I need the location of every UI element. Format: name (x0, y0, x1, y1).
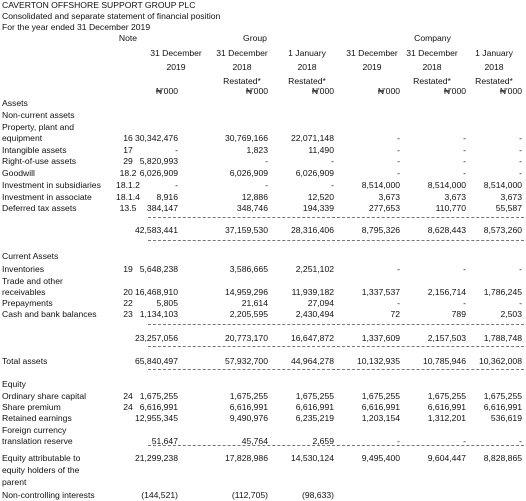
row-label: Right-of-use assets (2, 156, 77, 166)
row-value: 1,203,154 (361, 413, 400, 423)
row-note: 18.1.2 (116, 180, 140, 190)
row-value: 72 (390, 309, 400, 319)
row-value: 37,159,530 (224, 225, 268, 235)
row-label: Current Assets (2, 251, 59, 261)
row-value: 2,503 (500, 309, 522, 319)
table-row (0, 251, 526, 262)
row-value: 6,616,991 (229, 402, 268, 412)
row-label: Equity (2, 379, 26, 389)
row-value: 6,026,909 (139, 168, 178, 178)
statement-period: For the year ended 31 December 2019 (2, 22, 151, 32)
row-value: 3,673 (500, 192, 522, 202)
table-row (0, 98, 526, 109)
column-header-5 (402, 46, 462, 88)
row-value: 536,619 (490, 413, 522, 423)
row-value: 14,530,124 (290, 453, 334, 463)
table-row (0, 490, 526, 501)
column-header-l1: 1 January (475, 48, 513, 58)
row-note: 18.2 (119, 168, 137, 178)
rule-line (148, 324, 524, 325)
column-header-l3: Restated* (475, 76, 513, 86)
table-row (0, 465, 526, 476)
row-value: 16,647,872 (290, 333, 334, 343)
row-value: 8,916 (156, 192, 178, 202)
column-header-1 (146, 46, 206, 88)
row-value: (112,705) (231, 490, 268, 500)
row-value: 1,312,201 (427, 413, 466, 423)
row-value: 9,604,447 (427, 453, 466, 463)
column-header-l2: 2018 (297, 62, 317, 72)
column-unit: ₦'000 (245, 86, 268, 96)
table-row (0, 180, 526, 191)
row-note: 18.1.4 (116, 192, 140, 202)
row-label: Non-controlling interests (2, 490, 95, 500)
row-value: 6,026,909 (229, 168, 268, 178)
row-value: 1,823 (246, 145, 268, 155)
table-row (0, 192, 526, 203)
row-value: 277,653 (368, 203, 400, 213)
rule-line (148, 346, 524, 347)
row-label: Intangible assets (2, 145, 67, 155)
row-value: 348,746 (236, 203, 268, 213)
table-row (0, 168, 526, 179)
row-label: Property, plant and (2, 122, 74, 132)
table-row (0, 379, 526, 390)
column-header-3 (277, 46, 337, 88)
row-value: - (397, 133, 400, 143)
row-value: 28,316,406 (290, 225, 334, 235)
column-header-2 (212, 46, 272, 88)
table-row (0, 477, 526, 488)
row-value: - (331, 156, 334, 166)
table-row (0, 402, 526, 413)
table-row (0, 453, 526, 464)
company-header: Company (414, 33, 451, 43)
row-note: 23 (123, 309, 133, 319)
table-row (0, 356, 526, 367)
row-label: Assets (2, 98, 28, 108)
row-note: 13.5 (119, 203, 137, 213)
row-value: 1,788,748 (483, 333, 522, 343)
table-row (0, 264, 526, 275)
row-value: 21,614 (241, 298, 268, 308)
row-label: Total assets (2, 356, 48, 366)
row-value: 11,490 (308, 145, 334, 155)
rule-line (148, 445, 524, 446)
row-value: 22,071,148 (290, 133, 334, 143)
row-value: - (397, 436, 400, 446)
row-value: - (463, 298, 466, 308)
table-row (0, 413, 526, 424)
row-label: Equity attributable to (2, 453, 81, 463)
row-value: - (519, 168, 522, 178)
table-row (0, 298, 526, 309)
row-value: 9,495,400 (361, 453, 400, 463)
row-value: 1,675,255 (229, 391, 268, 401)
row-value: 57,932,700 (224, 356, 268, 366)
table-row (0, 225, 526, 236)
row-value: 3,673 (378, 192, 400, 202)
row-value: - (463, 145, 466, 155)
row-note: 24 (123, 402, 133, 412)
row-value: 45,764 (241, 436, 268, 446)
row-value: - (397, 298, 400, 308)
table-row (0, 156, 526, 167)
row-value: 17,828,986 (224, 453, 268, 463)
row-value: 110,770 (435, 203, 466, 213)
row-value: 14,959,296 (224, 287, 268, 297)
row-value: 21,299,238 (134, 453, 178, 463)
row-label: receivables (2, 287, 46, 297)
column-header-l3: Restated* (223, 76, 261, 86)
column-header-l2: 2018 (484, 62, 504, 72)
column-header-l1: 1 January (288, 48, 326, 58)
row-value: 23,257,056 (134, 333, 178, 343)
row-value: 8,514,000 (361, 180, 400, 190)
row-value: - (519, 264, 522, 274)
row-value: 12,520 (307, 192, 334, 202)
table-row (0, 276, 526, 287)
row-note: 20 (123, 287, 133, 297)
row-value: 1,337,537 (361, 287, 400, 297)
row-value: 8,628,443 (427, 225, 466, 235)
rule-line (148, 240, 524, 241)
row-note: 16 (123, 133, 133, 143)
row-label: Trade and other (2, 276, 63, 286)
column-header-l1: 31 December (216, 48, 268, 58)
row-value: 5,648,238 (139, 264, 178, 274)
row-value: 5,820,993 (139, 156, 178, 166)
row-label: Goodwill (2, 168, 35, 178)
row-value: 1,786,245 (483, 287, 522, 297)
row-value: 2,430,494 (295, 309, 334, 319)
row-value: 8,514,000 (483, 180, 522, 190)
row-value: 1,675,255 (295, 391, 334, 401)
row-note: 24 (123, 391, 133, 401)
row-value: 3,673 (444, 192, 466, 202)
table-row (0, 145, 526, 156)
rule-line (148, 369, 524, 370)
row-label: Retained earnings (2, 413, 72, 423)
row-value: (98,633) (301, 490, 334, 500)
column-unit: ₦'000 (443, 86, 466, 96)
row-label: Investment in subsidiaries (2, 180, 101, 190)
row-value: 12,886 (241, 192, 268, 202)
column-unit: ₦'000 (377, 86, 400, 96)
row-value: 2,157,503 (427, 333, 466, 343)
table-row (0, 391, 526, 402)
row-value: 20,773,170 (224, 333, 268, 343)
row-note: 19 (123, 264, 133, 274)
row-value: 8,514,000 (427, 180, 466, 190)
row-label: parent (2, 477, 27, 487)
row-value: - (463, 168, 466, 178)
column-header-l1: 31 December (150, 48, 202, 58)
row-value: 30,342,476 (134, 133, 178, 143)
row-value: 6,616,991 (295, 402, 334, 412)
row-value: 3,586,665 (229, 264, 268, 274)
row-value: 27,094 (307, 298, 334, 308)
row-value: 55,587 (495, 203, 522, 213)
row-value: - (265, 156, 268, 166)
row-value: 8,573,260 (483, 225, 522, 235)
column-header-l1: 31 December (406, 48, 458, 58)
table-row (0, 110, 526, 121)
row-value: 30,769,166 (224, 133, 268, 143)
row-value: 12,955,345 (134, 413, 178, 423)
row-value: 65,840,497 (134, 356, 178, 366)
row-value: 6,616,991 (427, 402, 466, 412)
row-value: 194,339 (302, 203, 334, 213)
row-value: 1,675,255 (427, 391, 466, 401)
row-value: - (265, 180, 268, 190)
row-value: 9,490,976 (229, 413, 268, 423)
row-value: 51,647 (151, 436, 178, 446)
row-note: 22 (123, 298, 133, 308)
row-value: - (463, 436, 466, 446)
column-header-6 (464, 46, 524, 88)
note-column-header: Note (118, 33, 138, 43)
row-value: 2,205,595 (229, 309, 268, 319)
row-label: equity holders of the (2, 465, 80, 475)
row-value: - (175, 145, 178, 155)
column-header-l2: 2019 (362, 62, 382, 72)
row-value: 1,675,255 (139, 391, 178, 401)
row-label: Cash and bank balances (2, 309, 97, 319)
column-unit: ₦'000 (311, 86, 334, 96)
row-value: - (175, 180, 178, 190)
row-value: - (519, 298, 522, 308)
row-value: - (463, 156, 466, 166)
row-value: 11,939,182 (291, 287, 334, 297)
row-value: - (463, 264, 466, 274)
row-label: translation reserve (2, 436, 73, 446)
column-header-l2: 2018 (232, 62, 252, 72)
column-header-l1: 31 December (346, 48, 398, 58)
row-label: Share premium (2, 402, 61, 412)
row-value: 2,251,102 (295, 264, 334, 274)
row-label: Deferred tax assets (2, 203, 77, 213)
column-header-l2: 2019 (166, 62, 186, 72)
column-header-l3: Restated* (413, 76, 451, 86)
row-value: 1,337,609 (361, 333, 400, 343)
row-value: 10,132,935 (356, 356, 400, 366)
row-value: 384,147 (146, 203, 178, 213)
row-value: 10,785,946 (422, 356, 466, 366)
column-header-4 (342, 46, 402, 88)
row-value: 16,468,910 (134, 287, 178, 297)
row-note: 29 (123, 156, 133, 166)
row-value: 6,616,991 (483, 402, 522, 412)
row-label: Foreign currency (2, 425, 67, 435)
row-value: 8,795,326 (361, 225, 400, 235)
table-row (0, 333, 526, 344)
row-value: 2,156,714 (427, 287, 466, 297)
row-value: 2,659 (312, 436, 334, 446)
company-name: CAVERTON OFFSHORE SUPPORT GROUP PLC (2, 0, 196, 10)
row-value: 1,675,255 (483, 391, 522, 401)
row-value: 8,828,865 (483, 453, 522, 463)
row-label: equipment (2, 133, 43, 143)
row-label: Inventories (2, 264, 45, 274)
row-value: - (463, 133, 466, 143)
row-value: - (397, 168, 400, 178)
table-row (0, 122, 526, 133)
column-unit: ₦'000 (155, 86, 178, 96)
row-value: 10,362,008 (478, 356, 522, 366)
column-header-l3: Restated* (288, 76, 326, 86)
row-value: - (397, 264, 400, 274)
row-value: - (519, 436, 522, 446)
column-header-l2: 2018 (422, 62, 442, 72)
row-value: 6,616,991 (361, 402, 400, 412)
group-header: Group (243, 33, 267, 43)
table-row (0, 203, 526, 214)
row-value: 1,675,255 (361, 391, 400, 401)
table-row (0, 133, 526, 144)
row-value: - (331, 180, 334, 190)
column-unit: ₦'000 (499, 86, 522, 96)
row-value: 789 (451, 309, 466, 319)
statement-title: Consolidated and separate statement of financial position (2, 11, 221, 21)
table-row (0, 425, 526, 436)
row-value: 6,616,991 (139, 402, 178, 412)
row-label: Non-current assets (2, 110, 75, 120)
row-value: 44,964,278 (290, 356, 334, 366)
row-label: Investment in associate (2, 192, 92, 202)
table-row (0, 287, 526, 298)
row-label: Prepayments (2, 298, 53, 308)
row-value: 1,134,103 (139, 309, 178, 319)
row-label: Ordinary share capital (2, 391, 87, 401)
row-value: 5,805 (156, 298, 178, 308)
row-value: 6,026,909 (295, 168, 334, 178)
row-value: 42,583,441 (134, 225, 178, 235)
table-row (0, 309, 526, 320)
row-note: 17 (123, 145, 133, 155)
row-value: - (519, 145, 522, 155)
row-value: - (397, 156, 400, 166)
row-value: - (519, 156, 522, 166)
rule-line (148, 217, 524, 218)
row-value: - (519, 133, 522, 143)
row-value: 6,235,219 (295, 413, 334, 423)
row-value: - (397, 145, 400, 155)
row-value: (144,521) (141, 490, 178, 500)
